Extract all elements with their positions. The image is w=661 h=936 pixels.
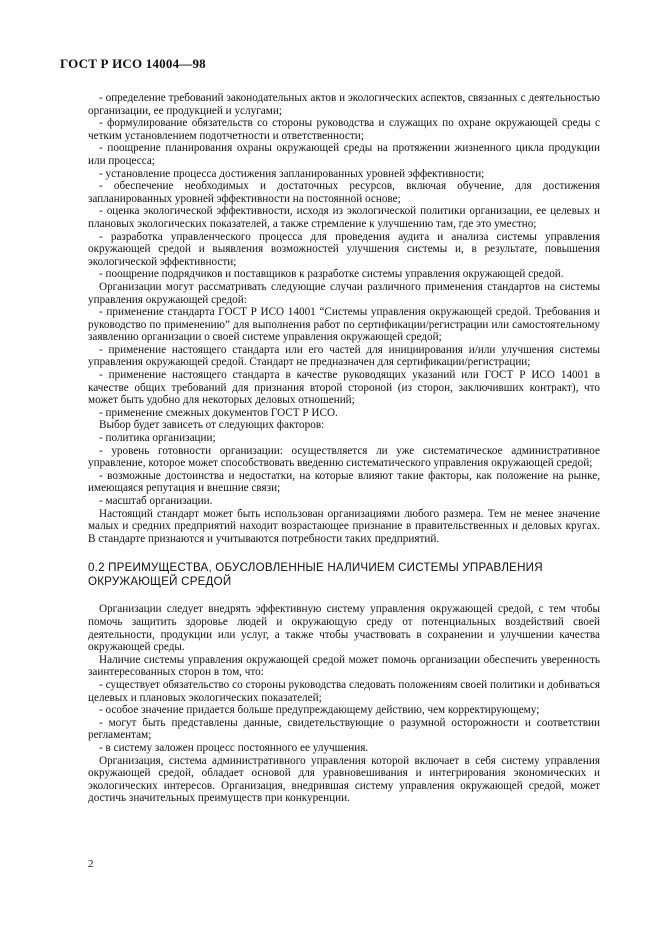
paragraph: Настоящий стандарт может быть использован организациями любого размера. Тем не менее значение малых и средних предприятий находит возрастающее признание в правительственных и деловых кругах. В стандарте признаются и учитываются потребности таких предприятий. — [88, 507, 600, 545]
paragraph: - уровень готовности организации: осуществляется ли уже систематическое административное управление, которое может способствовать введению систематического управления окружающей средой; — [88, 444, 600, 470]
page-number: 2 — [88, 858, 94, 870]
paragraph: - применение настоящего стандарта в качестве руководящих указаний или ГОСТ Р ИСО 14001 в качестве общих требований для признания второй стороной (из сторон, заключивших контракт), что может быть удобно для некоторых деловых отношений; — [88, 369, 600, 407]
document-body — [88, 92, 600, 805]
section-heading: 0.2 ПРЕИМУЩЕСТВА, ОБУСЛОВЛЕННЫЕ НАЛИЧИЕМ СИСТЕМЫ УПРАВЛЕНИЯ ОКРУЖАЮЩЕЙ СРЕДОЙ — [88, 561, 543, 589]
paragraph: - формулирование обязательств со стороны руководства и служащих по охране окружающей среды с четким установлением подотчетности и ответственности; — [88, 117, 600, 142]
document-header: ГОСТ Р ИСО 14004—98 — [60, 56, 206, 71]
paragraph: - применение смежных документов ГОСТ Р ИСО. — [99, 406, 338, 419]
paragraph: Организации следует внедрять эффективную систему управления окружающей средой, с тем чтобы помочь защитить здоровье людей и окружающую среду от потенциальных воздействий своей деятельности, продукции или услуг, а также чтобы участвовать в сохранении и улучшении качества окружающей среды. — [88, 603, 600, 654]
paragraph: - особое значение придается больше предупреждающему действию, чем корректирующему; — [99, 704, 540, 717]
paragraph: Организации могут рассматривать следующие случаи различного применения стандартов на системы управления окружающей средой: — [88, 280, 600, 306]
paragraph: - в систему заложен процесс постоянного ее улучшения. — [99, 741, 369, 754]
paragraph: - разработка управленческого процесса для проведения аудита и анализа системы управления окружающей средой и выявления возможностей улучшения системы и, в результате, повышения экологической эффективности; — [88, 230, 600, 268]
paragraph: - существует обязательство со стороны руководства следовать положениям своей политики и добиваться целевых и плановых экологических показателей; — [88, 678, 600, 704]
paragraph: - обеспечение необходимых и достаточных ресурсов, включая обучение, для достижения запланированных уровней эффективности на постоянной основе; — [88, 180, 600, 205]
paragraph: - возможные достоинства и недостатки, на которые влияют такие факторы, как положение на рынке, имеющаяся репутация и внешние связи; — [88, 469, 600, 495]
paragraph: - применение настоящего стандарта или его частей для инициирования и/или улучшения системы управления окружающей средой. Стандарт не предназначен для сертификации/регистрации; — [88, 343, 600, 369]
paragraph: - установление процесса достижения запланированных уровней эффективности; — [99, 167, 485, 180]
paragraph: - могут быть представлены данные, свидетельствующие о разумной осторожности и соответствии регламентам; — [88, 716, 600, 742]
paragraph: - определение требований законодательных актов и экологических аспектов, связанных с деятельностью организации, ее продукцией и услугами; — [88, 92, 600, 117]
paragraph: - поощрение подрядчиков и поставщиков к разработке системы управления окружающей средой. — [99, 268, 564, 281]
paragraph: - оценка экологической эффективности, исходя из экологической политики организации, ее целевых и плановых экологических показателей, а также стремление к улучшению там, где это уместно; — [88, 205, 600, 230]
paragraph: Организация, система административного управления которой включает в себя систему управления окружающей средой, обладает основой для уравновешивания и интегрирования экономических и экологических интересов. Организация, внедрившая систему управления окружающей средой, может достичь значительных преимуществ при конкуренции. — [88, 754, 600, 805]
paragraph: Выбор будет зависеть от следующих факторов: — [99, 419, 325, 432]
paragraph: Наличие системы управления окружающей средой может помочь организации обеспечить уверенность заинтересованных сторон в том, что: — [88, 653, 600, 679]
paragraph: - применение стандарта ГОСТ Р ИСО 14001 “Системы управления окружающей средой. Требования и руководство по применению” для выполнения работ по сертификации/регистрации или самостоятельному заявлению организации о своей системе управления окружающей средой; — [88, 306, 600, 344]
paragraph: - поощрение планирования охраны окружающей среды на протяжении жизненного цикла продукции или процесса; — [88, 142, 600, 167]
paragraph: - масштаб организации. — [99, 495, 213, 507]
paragraph: - политика организации; — [99, 432, 216, 445]
